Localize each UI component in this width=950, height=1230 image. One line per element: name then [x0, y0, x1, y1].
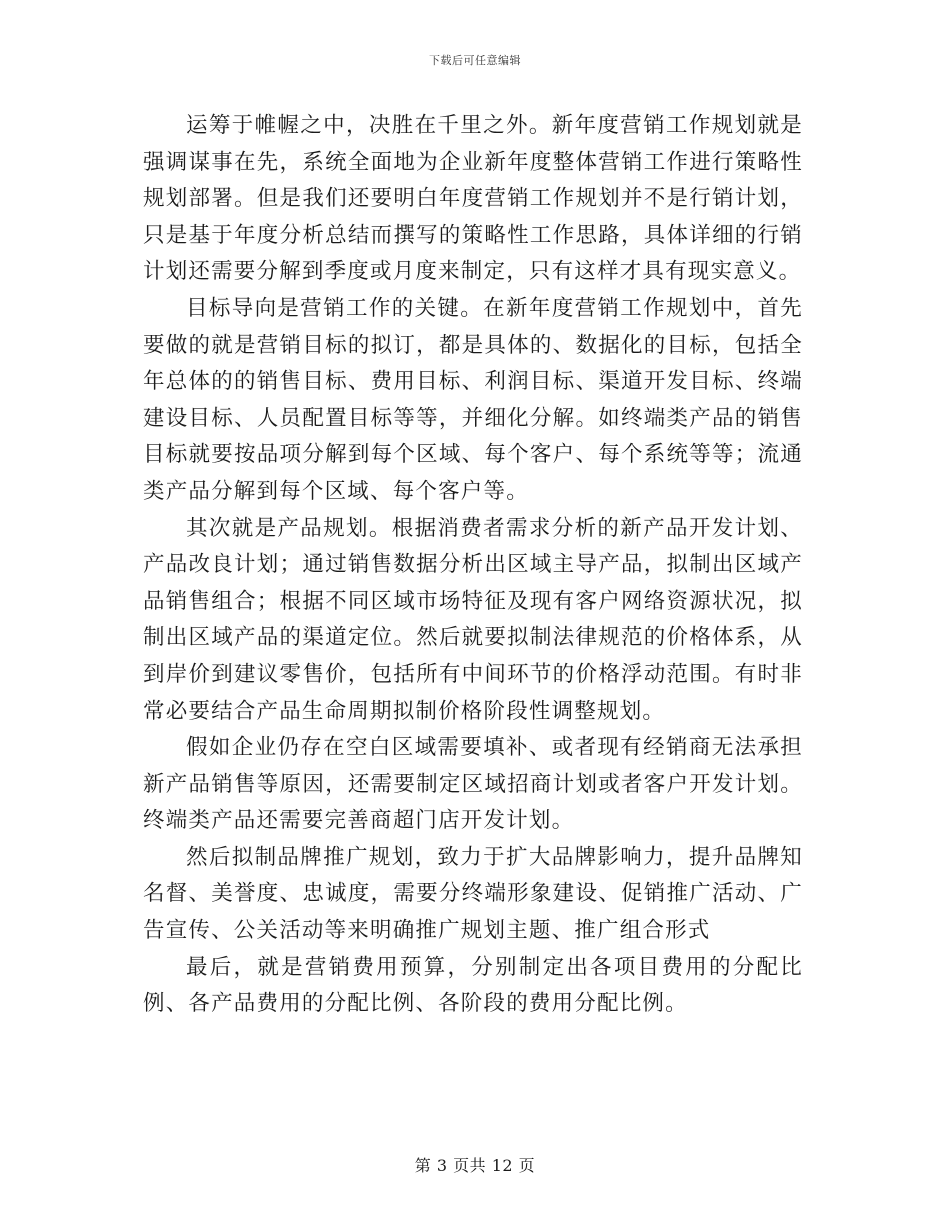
- paragraph-4: 假如企业仍存在空白区域需要填补、或者现有经销商无法承担新产品销售等原因，还需要制定区域招商计划或者客户开发计划。终端类产品还需要完善商超门店开发计划。: [143, 735, 803, 834]
- paragraph-5: 然后拟制品牌推广规划，致力于扩大品牌影响力，提升品牌知名督、美誉度、忠诚度，需要分终端形象建设、促销推广活动、广告宣传、公关活动等来明确推广规划主题、推广组合形式: [143, 844, 803, 944]
- paragraph-1: 运筹于帷幄之中，决胜在千里之外。新年度营销工作规划就是强调谋事在先，系统全面地为企业新年度整体营销工作进行策略性规划部署。但是我们还要明白年度营销工作规划并不是行销计划，只是基于年度分析总结而撰写的策略性工作思路，具体详细的行销计划还需要分解到季度或月度来制定，只有这样才具有现实意义。: [143, 113, 803, 285]
- page-number-footer: 第 3 页共 12 页: [414, 1156, 536, 1175]
- paragraph-3: 其次就是产品规划。根据消费者需求分析的新产品开发计划、产品改良计划；通过销售数据分析出区域主导产品，拟制出区域产品销售组合；根据不同区域市场特征及现有客户网络资源状况，拟制出区域产品的渠道定位。然后就要拟制法律规范的价格体系，从到岸价到建议零售价，包括所有中间环节的价格浮动范围。有时非常必要结合产品生命周期拟制价格阶段性调整规划。: [143, 515, 803, 724]
- document-body: [143, 108, 803, 1023]
- page-header: 下载后可任意编辑: [429, 54, 521, 67]
- paragraph-6: 最后，就是营销费用预算，分别制定出各项目费用的分配比例、各产品费用的分配比例、各阶段的费用分配比例。: [143, 954, 803, 1017]
- paragraph-2: 目标导向是营销工作的关键。在新年度营销工作规划中，首先要做的就是营销目标的拟订，都是具体的、数据化的目标，包括全年总体的的销售目标、费用目标、利润目标、渠道开发目标、终端建设目标、人员配置目标等等，并细化分解。如终端类产品的销售目标就要按品项分解到每个区域、每个客户、每个系统等等；流通类产品分解到每个区域、每个客户等。: [143, 295, 803, 504]
